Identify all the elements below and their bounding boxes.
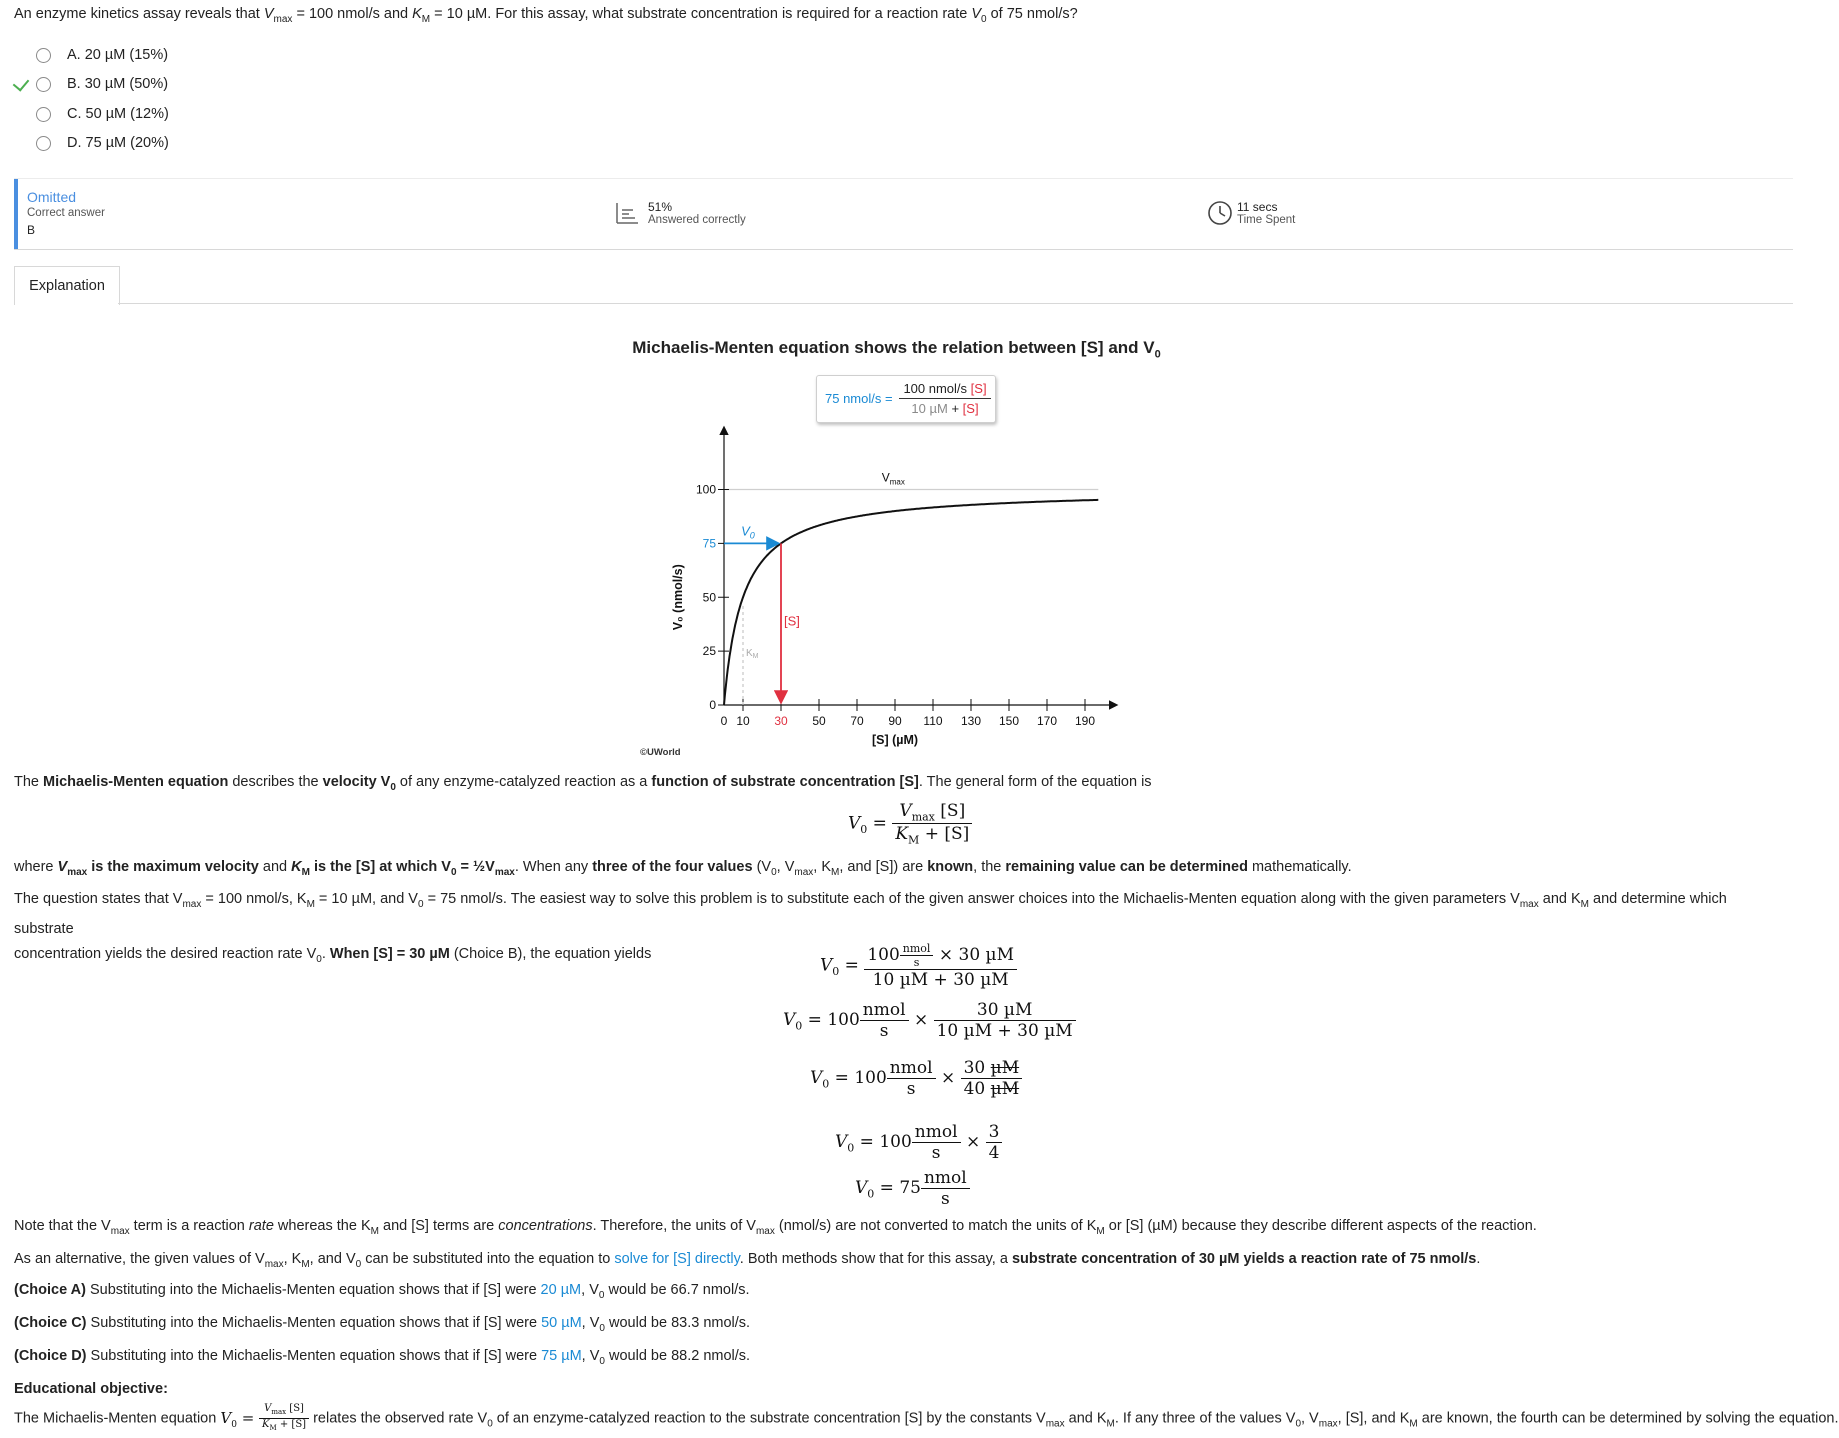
km-label: $K_M$	[746, 648, 759, 661]
y-axis-label: V₀ (nmol/s)	[671, 564, 685, 631]
status-accent	[14, 179, 18, 249]
choice-pct: (20%)	[130, 135, 169, 151]
derivation-step-2: $V_0 = 100$ $\frac{\text{nmol}}{s}$ × $\frac{\text{30 µM}}{\text{10 µM + 30 µM}}$	[783, 1000, 1076, 1041]
derivation-step-4: $V_0 = 100$ $\frac{\text{nmol}}{s}$ × $\frac{3}{4}$	[835, 1122, 1002, 1163]
general-equation: $V_0$ = $\frac{V_{max} [S]}{K_M + [S]}$	[848, 801, 972, 847]
conc-link-d[interactable]: 75 µM	[541, 1348, 582, 1364]
time-label: Time Spent	[1237, 214, 1296, 226]
michaelis-menten-chart	[660, 420, 1140, 760]
choice-pct: (12%)	[130, 106, 169, 122]
choice-letter: B.	[67, 76, 81, 92]
derivation-step-1: $V_0$ = 100 $\frac{\text{nmol}}{s}$ × 30 µM 10 µM + 30 µM	[820, 942, 1017, 990]
x-tick-label: 10	[736, 714, 750, 728]
eq-fraction: 100 nmol/s [S] 10 µM + [S]	[899, 381, 991, 416]
explanation-choice-c: (Choice C) Substituting into the Michaelis-Menten equation shows that if [S] were 50 µM, $V_0$ would be 83.3 nmol/s.	[14, 1315, 751, 1334]
choice-value: 20 µM	[84, 47, 126, 63]
choice-a[interactable]	[36, 44, 168, 66]
radio-icon[interactable]	[36, 77, 51, 92]
explanation-p1: The Michaelis-Menten equation describes the velocity $V_0$ of any enzyme-catalyzed reaction as a function of substrate concentration [S]. The general form of the equation is	[14, 774, 1152, 793]
choice-letter: A.	[67, 47, 81, 63]
y-tick-label: 25	[702, 644, 716, 659]
stats-bar	[14, 178, 1793, 250]
edu-text: The Michaelis-Menten equation $V_0$ = $\frac{V_{max} [S]}{K_M + [S]}$ relates the observed rate $V_0$ of an enzyme-catalyzed reaction to the substrate concentration [S] by the constants $V_{max}$ and $K_M$. If any three of the values $V_0$, $V_{max}$, [S], and $K_M$ are known, the fourth can be determined by solving the equation.	[14, 1403, 1839, 1432]
tab-explanation[interactable]: Explanation	[14, 266, 120, 305]
choice-value: 75 µM	[85, 135, 127, 151]
explanation-p2: where $V_{max}$ is the maximum velocity and $K_M$ is the [S] at which $V_0$ = $\frac{1}{2}V_{max}$. When any three of the four values ($V_0$, $V_{max}$, $K_M$, and [S]) are known, the remaining value can be determined mathematically.	[14, 859, 1352, 878]
copyright: ©UWorld	[640, 747, 681, 758]
correct-answer-label: Correct answer	[27, 207, 105, 219]
vmax-label: $V_{max}$	[881, 470, 905, 487]
x-tick-label: 70	[850, 714, 864, 728]
x-tick-label: 110	[923, 714, 943, 728]
choice-pct: (15%)	[129, 47, 169, 63]
y-tick-label: 100	[695, 482, 716, 497]
x-tick-label: 130	[960, 714, 982, 728]
v0-label: $V_0$	[741, 523, 755, 541]
explanation-p4: Note that the $V_{max}$ term is a reaction rate whereas the $K_M$ and [S] terms are concentrations. Therefore, the units of $V_{max}$ (nmol/s) are not converted to match the units of $K_M$ or [S] (µM) because they describe different aspects of the reaction.	[14, 1218, 1537, 1237]
choice-b[interactable]	[36, 73, 168, 95]
explanation-p3: The question states that $V_{max} = 100$ nmol/s, $K_M = 10$ µM, and $V_0 = 75$ nmol/s. The easiest way to solve this problem is to substitute each of the given answer choices into the Michaelis-Menten equation along with the given parameters $V_{max}$ and $K_M$ and determine which substrate concentration yields the desired reaction rate $V_0$. When [S] = 30 µM (Choice B), the equation yields	[14, 891, 1727, 965]
explanation-choice-d: (Choice D) Substituting into the Michaelis-Menten equation shows that if [S] were 75 µM, $V_0$ would be 88.2 nmol/s.	[14, 1348, 751, 1367]
radio-icon[interactable]	[36, 136, 51, 151]
equation-box	[816, 375, 996, 423]
x-tick-label: 0	[720, 714, 728, 728]
correct-check-icon	[13, 74, 30, 91]
derivation-step-5: $V_0 = 75$ $\frac{\text{nmol}}{s}$	[855, 1168, 970, 1209]
x-tick-label: 150	[998, 714, 1020, 728]
y-tick-label: 0	[709, 698, 716, 712]
edu-heading: Educational objective:	[14, 1381, 168, 1397]
stats-icon	[615, 201, 639, 225]
figure-title: Michaelis-Menten equation shows the relation between [S] and $V_0$	[632, 338, 1161, 361]
x-tick-label: 50	[812, 714, 826, 728]
conc-link-a[interactable]: 20 µM	[540, 1282, 582, 1298]
radio-icon[interactable]	[36, 48, 51, 63]
choice-letter: C.	[67, 106, 82, 122]
y-tick-label: 75	[702, 536, 716, 551]
solve-link[interactable]: solve for [S] directly	[614, 1251, 740, 1267]
tab-divider	[118, 303, 1793, 304]
choice-value: 50 µM	[85, 106, 127, 122]
question-text: An enzyme kinetics assay reveals that $V_{max} = 100$ nmol/s and $K_M = 10$ µM. For this assay, what substrate concentration is required for a reaction rate $V_0$ of 75 nmol/s?	[14, 6, 1078, 25]
pct-label: Answered correctly	[648, 214, 746, 226]
x-tick-label: 190	[1074, 714, 1096, 728]
radio-icon[interactable]	[36, 107, 51, 122]
omitted-status: Omitted	[27, 189, 77, 205]
pct-value: 51%	[648, 200, 673, 214]
x-axis-label: [S] (µM)	[871, 733, 919, 747]
explanation-p5: As an alternative, the given values of $V_{max}$, $K_M$, and $V_0$ can be substituted into the equation to solve for [S] directly. Both methods show that for this assay, a substrate concentration of 30 µM yields a reaction rate of 75 nmol/s.	[14, 1251, 1481, 1270]
derivation-step-3: $V_0 = 100$ $\frac{\text{nmol}}{s}$ × $\frac{\text{30 µM}}{\text{40 µM}}$	[810, 1058, 1022, 1099]
x-tick-label: 30	[774, 714, 788, 728]
choice-letter: D.	[67, 135, 82, 151]
time-value: 11 secs	[1237, 200, 1278, 214]
choice-c[interactable]	[36, 103, 169, 125]
y-tick-label: 50	[702, 590, 716, 605]
x-tick-label: 90	[888, 714, 902, 728]
s-label: [S]	[784, 613, 800, 629]
explanation-choice-a: (Choice A) Substituting into the Michaelis-Menten equation shows that if [S] were 20 µM, $V_0$ would be 66.7 nmol/s.	[14, 1282, 750, 1301]
choice-value: 30 µM	[84, 76, 126, 92]
conc-link-c[interactable]: 50 µM	[541, 1315, 582, 1331]
x-tick-label: 170	[1036, 714, 1058, 728]
choice-pct: (50%)	[129, 76, 169, 92]
choice-d[interactable]	[36, 132, 169, 154]
clock-icon	[1207, 200, 1233, 226]
correct-answer-value: B	[27, 223, 36, 237]
eq-lhs: 75 nmol/s =	[825, 391, 893, 406]
